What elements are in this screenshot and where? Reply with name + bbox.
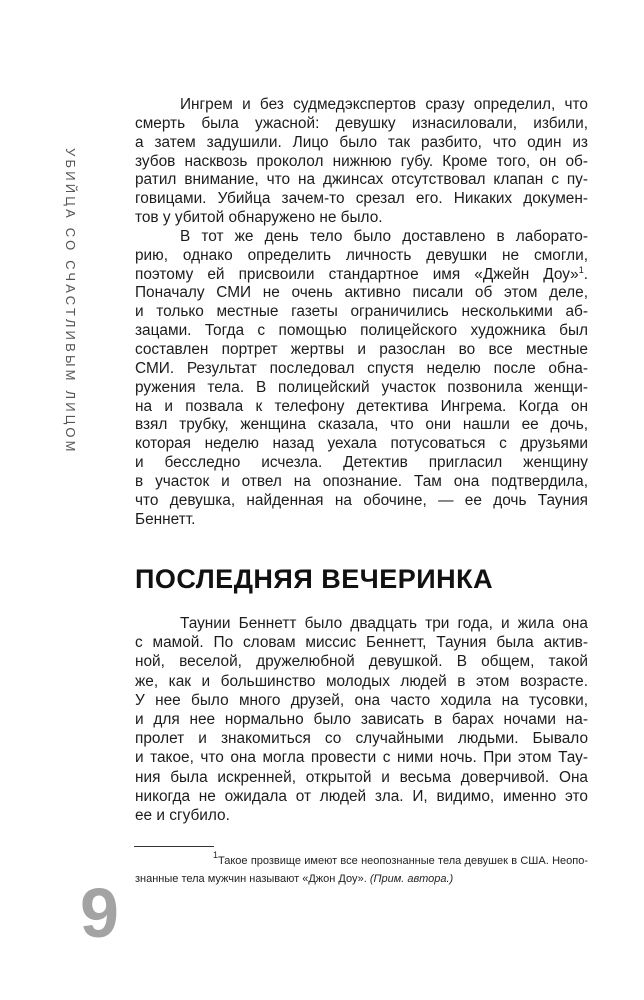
- text-line: [135, 435, 588, 454]
- section-heading: ПОСЛЕДНЯЯ ВЕЧЕРИНКА: [135, 564, 494, 594]
- page-number: 9: [80, 874, 119, 952]
- line-text: СМИ. Результат последовал спустя неделю после обна-: [135, 359, 588, 377]
- text-line: [135, 153, 588, 172]
- footnote-reference[interactable]: 1: [578, 264, 584, 275]
- text-line: [135, 633, 588, 652]
- footnote-text: знанные тела мужчин называют «Джон Доу».: [135, 872, 370, 885]
- line-text: рию, однако определить личность девушки не смогли,: [135, 246, 588, 264]
- text-line: [135, 96, 588, 115]
- line-text: зубов насквозь проколол нижнюю губу. Кроме того, он об-: [135, 152, 588, 170]
- footnote-divider: [134, 846, 214, 847]
- line-text: и такое, что она могла провести с ними ночь. При этом Тау-: [135, 749, 588, 767]
- line-text: смерть была ужасной: девушку изнасиловали, избили,: [135, 114, 588, 132]
- line-text: Беннетт.: [135, 510, 196, 528]
- line-text: У нее было много друзей, она часто ходила на тусовки,: [135, 691, 588, 709]
- footnote: [135, 850, 588, 888]
- text-line: [135, 247, 588, 266]
- footnote-text: Такое прозвище имеют все неопознанные тела девушек в США. Неопо-: [218, 855, 588, 867]
- line-text: с мамой. По словам миссис Беннетт, Тауния была актив-: [135, 634, 588, 652]
- line-text: говицами. Убийца зачем-то срезал его. Никаких докумен-: [135, 190, 588, 208]
- line-text: в участок и отвел на опознание. Там она подтвердила,: [135, 472, 588, 490]
- line-text: и бесследно исчезла. Детектив пригласил женщину: [135, 454, 588, 472]
- footnote-author-note: (Прим. автора.): [369, 872, 454, 885]
- line-text: взял трубку, женщина сказала, что они нашли ее дочь,: [135, 416, 588, 434]
- line-text: на и позвала к телефону детектива Ингрема. Когда он: [135, 397, 588, 415]
- line-text: Таунии Беннетт было двадцать три года, и жила она: [180, 615, 588, 632]
- text-line: [135, 303, 588, 322]
- text-line: [135, 729, 588, 748]
- text-line: [135, 492, 588, 511]
- text-line: [135, 768, 588, 787]
- text-line: [135, 190, 588, 209]
- footnote-line: [135, 850, 588, 871]
- text-line: [135, 341, 588, 360]
- text-line: [135, 806, 588, 825]
- line-text: Поначалу СМИ не очень активно писали об этом деле,: [135, 284, 588, 302]
- line-text: В тот же день тело было доставлено в лаборато-: [180, 227, 588, 245]
- text-line: [135, 134, 588, 153]
- text-line: [135, 672, 588, 691]
- line-text: .: [583, 265, 588, 283]
- line-text: ния была искренней, открытой и весьма доверчивой. Она: [135, 768, 588, 786]
- body-text-top: [135, 96, 588, 529]
- line-text: ной, веселой, дружелюбной девушкой. В общем, такой: [135, 653, 588, 671]
- text-line: [135, 473, 588, 492]
- running-head: УБИЙЦА СО СЧАСТЛИВЫМ ЛИЦОМ: [63, 148, 78, 455]
- line-text: что девушка, найденная на обочине, — ее дочь Тауния: [135, 491, 588, 509]
- line-text: Ингрем и без судмедэкспертов сразу определил, что: [180, 96, 588, 113]
- text-line: [135, 748, 588, 767]
- text-line: [135, 209, 588, 228]
- footnote-line: [135, 871, 588, 889]
- text-line: [135, 171, 588, 190]
- text-line: [135, 284, 588, 303]
- text-line: [135, 266, 588, 285]
- line-text: тов у убитой обнаружено не было.: [135, 209, 383, 227]
- line-text: а затем задушили. Лицо было так разбито, что один из: [135, 133, 588, 151]
- text-line: [135, 652, 588, 671]
- text-line: [135, 614, 588, 633]
- text-line: [135, 454, 588, 473]
- text-line: [135, 398, 588, 417]
- line-text: никогда не ожидала от людей зла. И, видимо, именно это: [135, 787, 588, 805]
- line-text: которая неделю назад уехала потусоваться с друзьями: [135, 435, 588, 453]
- text-line: [135, 228, 588, 247]
- text-line: [135, 322, 588, 341]
- body-text-section: [135, 614, 588, 825]
- line-text: и только местные газеты ограничились несколькими аб-: [135, 303, 588, 321]
- text-line: [135, 511, 588, 530]
- line-text: ратил внимание, что на джинсах отсутствовал клапан с пу-: [135, 171, 588, 189]
- text-line: [135, 115, 588, 134]
- text-line: [135, 379, 588, 398]
- line-text: поэтому ей присвоили стандартное имя «Джейн Доу»: [135, 265, 579, 283]
- text-line: [135, 360, 588, 379]
- text-line: [135, 710, 588, 729]
- line-text: пролет и знакомиться со случайными людьми. Бывало: [135, 730, 588, 748]
- line-text: и для нее нормально было зависать в барах ночами на-: [135, 710, 588, 728]
- line-text: ружения тела. В полицейский участок позвонила женщи-: [135, 378, 588, 396]
- text-line: [135, 787, 588, 806]
- line-text: зацами. Тогда с помощью полицейского художника был: [135, 322, 588, 340]
- text-line: [135, 691, 588, 710]
- line-text: же, как и большинство молодых людей в этом возрасте.: [135, 672, 588, 690]
- footnote-marker: 1: [213, 850, 219, 860]
- text-line: [135, 416, 588, 435]
- line-text: составлен портрет жертвы и разослан во все местные: [135, 340, 588, 358]
- line-text: ее и сгубило.: [135, 806, 230, 824]
